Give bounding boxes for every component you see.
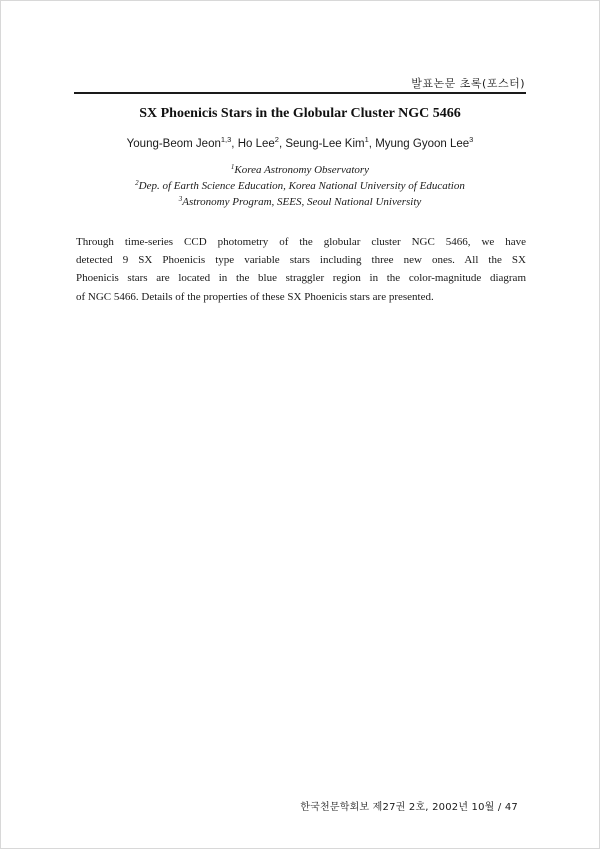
abstract-line: Through time-series CCD photometry of the globular cluster NGC 5466, we have (76, 236, 526, 248)
author-affil-mark: 2 (274, 135, 279, 144)
abstract-line: of NGC 5466. Details of the properties of these SX Phoenicis stars are presented. (76, 290, 434, 303)
author-name: Myung Gyoon Lee (375, 138, 470, 150)
affiliation-mark: 3 (178, 195, 183, 203)
author-list (74, 135, 526, 150)
affiliation (74, 196, 526, 208)
affiliation-text: Astronomy Program, SEES, Seoul National University (182, 196, 422, 208)
affiliation-text: Dep. of Earth Science Education, Korea National University of Education (138, 180, 465, 192)
abstract (76, 233, 526, 306)
author-affil-mark: 1,3 (220, 135, 232, 144)
scan-border-left (0, 0, 1, 849)
scan-border-top (0, 0, 600, 1)
author-affil-mark: 3 (469, 135, 474, 144)
affiliation-mark: 1 (230, 163, 235, 171)
affiliation (74, 164, 526, 176)
author-separator: , (368, 138, 376, 150)
author-separator: , (231, 138, 238, 150)
author-separator: , (278, 138, 286, 150)
section-label: 발표논문 초록(포스터) (411, 77, 525, 90)
paper-title: SX Phoenicis Stars in the Globular Cluster NGC 5466 (139, 106, 461, 121)
author-affil-mark: 1 (364, 135, 369, 144)
header-rule (74, 92, 526, 94)
affiliation-mark: 2 (135, 179, 139, 187)
author-name: Young-Beom Jeon (126, 138, 221, 150)
affiliation-text: Korea Astronomy Observatory (234, 164, 370, 176)
author-name: Seung-Lee Kim (285, 138, 365, 150)
footer-citation: 한국천문학회보 제27권 2호, 2002년 10월 / 47 (300, 802, 518, 813)
abstract-line: Phoenicis stars are located in the blue straggler region in the color-magnitude diagram (76, 272, 526, 285)
abstract-line: detected 9 SX Phoenicis type variable stars including three new ones. All the SX (76, 254, 526, 267)
affiliation (74, 180, 526, 192)
author-name: Ho Lee (237, 138, 275, 150)
